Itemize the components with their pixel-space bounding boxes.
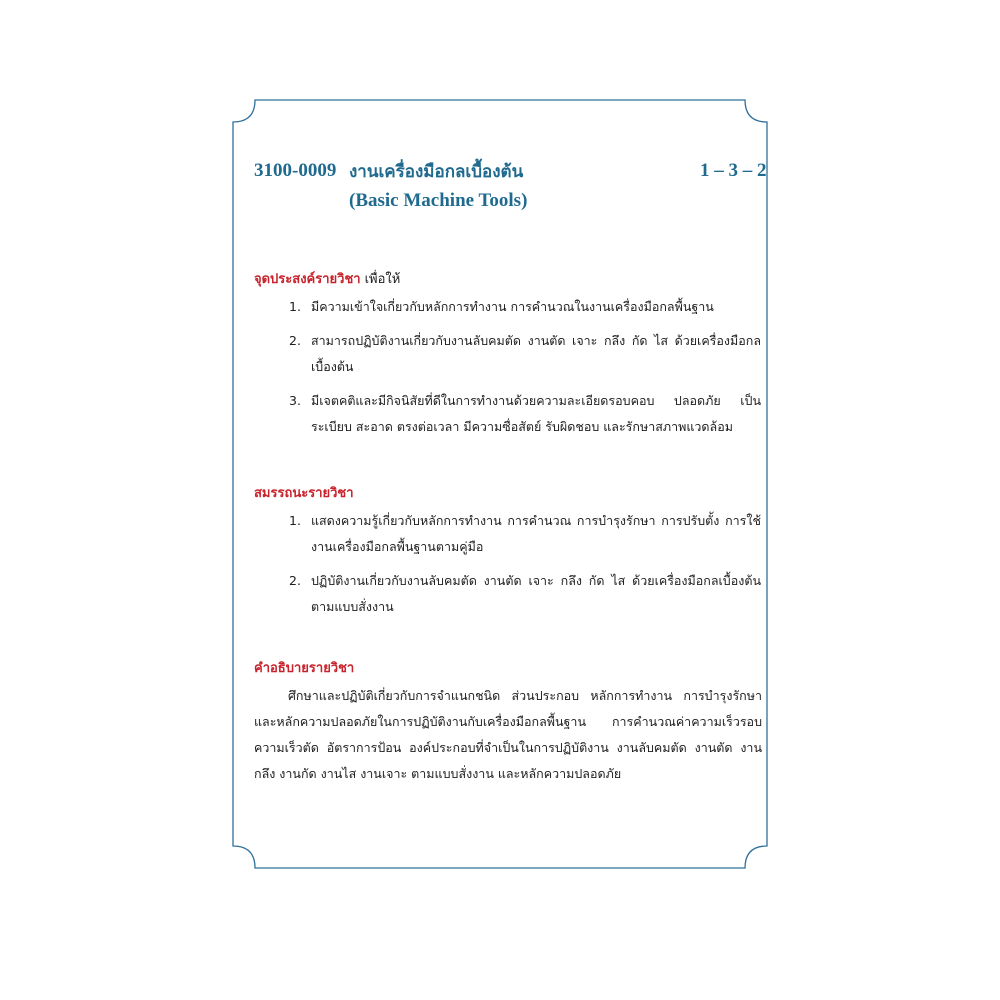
list-item-number: 2.	[289, 333, 301, 348]
course-title-english: (Basic Machine Tools)	[349, 190, 528, 211]
course-credits: 1 – 3 – 2	[700, 160, 767, 181]
list-item-text: มีความเข้าใจเกี่ยวกับหลักการทำงาน การคำนวณในงานเครื่องมือกลพื้นฐาน	[311, 299, 714, 314]
list-item-number: 1.	[289, 513, 301, 528]
objectives-heading: จุดประสงค์รายวิชา	[254, 272, 361, 287]
list-item	[289, 568, 761, 620]
competencies-heading-line	[254, 482, 354, 503]
description-heading: คำอธิบายรายวิชา	[254, 661, 355, 676]
objectives-heading-line	[254, 268, 400, 289]
list-item	[289, 388, 761, 440]
list-item-text: แสดงความรู้เกี่ยวกับหลักการทำงาน การคำนวณ การบำรุงรักษา การปรับตั้ง การใช้งานเครื่องมือกลพื้นฐานตามคู่มือ	[311, 513, 761, 554]
list-item	[289, 328, 761, 380]
list-item-number: 2.	[289, 573, 301, 588]
description-paragraph: ศึกษาและปฏิบัติเกี่ยวกับการจำแนกชนิด ส่วนประกอบ หลักการทำงาน การบำรุงรักษาและหลักความปลอดภัยในการปฏิบัติงานกับเครื่องมือกลพื้นฐาน การคำนวณค่าความเร็วรอบความเร็วตัด อัตราการป้อน องค์ประกอบที่จำเป็นในการปฏิบัติงาน งานลับคมตัด งานตัด งานกลึง งานกัด งานไส งานเจาะ ตามแบบสั่งงาน และหลักความปลอดภัย	[254, 688, 762, 781]
objectives-list	[289, 294, 761, 448]
competencies-heading: สมรรถนะรายวิชา	[254, 486, 354, 501]
competencies-list	[289, 508, 761, 628]
list-item-number: 3.	[289, 393, 301, 408]
list-item-text: มีเจตคติและมีกิจนิสัยที่ดีในการทำงานด้วยความละเอียดรอบคอบ ปลอดภัย เป็นระเบียบ สะอาด ตรงต่อเวลา มีความซื่อสัตย์ รับผิดชอบ และรักษาสภาพแวดล้อม	[311, 393, 761, 434]
course-title-thai: งานเครื่องมือกลเบื้องต้น	[349, 162, 524, 182]
description-heading-line	[254, 657, 354, 678]
list-item-number: 1.	[289, 299, 301, 314]
course-code: 3100-0009	[254, 160, 337, 181]
list-item-text: สามารถปฏิบัติงานเกี่ยวกับงานลับคมตัด งานตัด เจาะ กลึง กัด ไส ด้วยเครื่องมือกลเบื้องต้น	[311, 333, 761, 374]
objectives-heading-suffix: เพื่อให้	[364, 272, 401, 287]
list-item	[289, 294, 761, 320]
list-item-text: ปฏิบัติงานเกี่ยวกับงานลับคมตัด งานตัด เจาะ กลึง กัด ไส ด้วยเครื่องมือกลเบื้องต้นตามแบบสั่งงาน	[311, 573, 761, 614]
list-item	[289, 508, 761, 560]
